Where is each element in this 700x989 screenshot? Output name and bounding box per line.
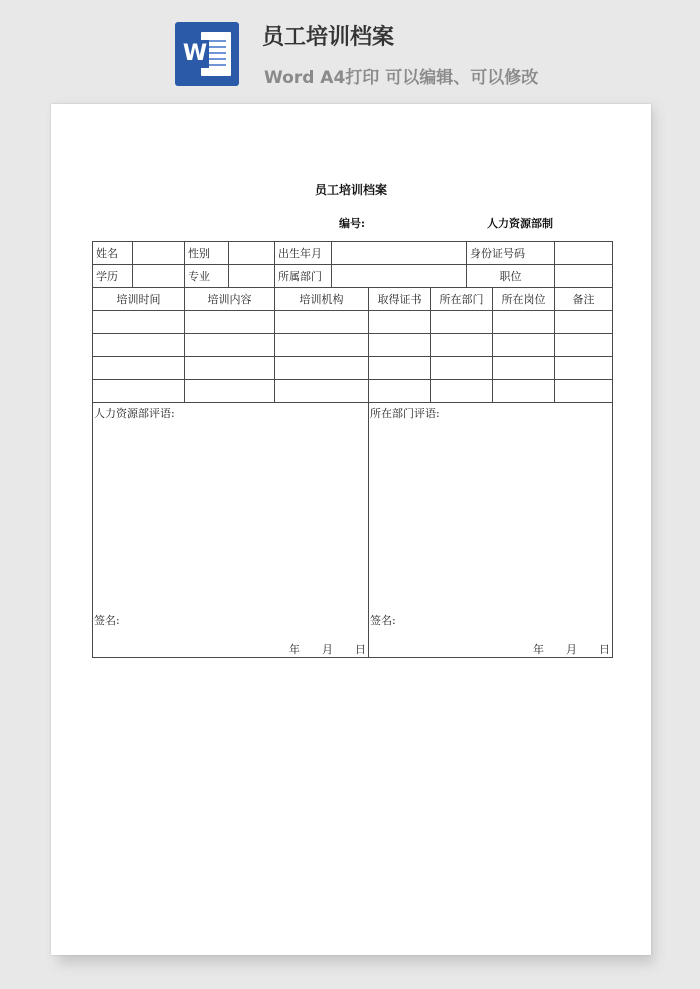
- training-row: [93, 311, 613, 334]
- training-cell[interactable]: [493, 311, 555, 334]
- training-cell[interactable]: [93, 357, 185, 380]
- document-page: [51, 104, 651, 955]
- training-cell[interactable]: [431, 311, 493, 334]
- name-label: 姓名: [93, 242, 133, 265]
- department-label: 所属部门: [275, 265, 332, 288]
- training-cell[interactable]: [369, 357, 431, 380]
- training-cell[interactable]: [493, 380, 555, 403]
- training-cell[interactable]: [185, 380, 275, 403]
- word-letter-badge: W: [182, 41, 208, 66]
- training-cell[interactable]: [493, 334, 555, 357]
- major-label: 专业: [185, 265, 229, 288]
- birth-field[interactable]: [332, 242, 467, 265]
- dept-comment-label: 所在部门评语:: [370, 407, 440, 420]
- position-field[interactable]: [555, 265, 613, 288]
- document-department-label: 人力资源部制: [487, 217, 553, 230]
- training-cell[interactable]: [369, 334, 431, 357]
- training-cell[interactable]: [431, 357, 493, 380]
- education-info-row: [93, 265, 613, 288]
- hr-comment-box[interactable]: [93, 403, 369, 658]
- banner-subtitle: Word A4打印 可以编辑、可以修改: [264, 68, 539, 88]
- header-remarks: 备注: [555, 288, 613, 311]
- position-label: 职位: [467, 265, 555, 288]
- birth-label: 出生年月: [275, 242, 332, 265]
- training-row: [93, 380, 613, 403]
- header-training-institution: 培训机构: [275, 288, 369, 311]
- header-training-time: 培训时间: [93, 288, 185, 311]
- personal-info-row: [93, 242, 613, 265]
- training-cell[interactable]: [185, 334, 275, 357]
- training-cell[interactable]: [185, 357, 275, 380]
- year-label: 年: [533, 643, 545, 656]
- word-app-icon: [175, 22, 239, 86]
- banner-title: 员工培训档案: [262, 25, 395, 50]
- dept-comment-box[interactable]: [369, 403, 613, 658]
- education-field[interactable]: [133, 265, 185, 288]
- training-record-form: [92, 241, 613, 658]
- major-field[interactable]: [229, 265, 275, 288]
- document-number-label: 编号:: [339, 217, 366, 230]
- day-label: 日: [599, 643, 611, 656]
- training-cell[interactable]: [555, 357, 613, 380]
- dept-date-line: [533, 641, 610, 657]
- year-label: 年: [289, 643, 300, 656]
- month-label: 月: [322, 643, 333, 656]
- hr-date-line: [289, 641, 366, 657]
- training-cell[interactable]: [369, 311, 431, 334]
- training-header-row: [93, 288, 613, 311]
- header-post: 所在岗位: [493, 288, 555, 311]
- comments-row: [93, 403, 613, 658]
- header-training-content: 培训内容: [185, 288, 275, 311]
- training-cell[interactable]: [93, 311, 185, 334]
- training-cell[interactable]: [555, 311, 613, 334]
- training-cell[interactable]: [431, 334, 493, 357]
- training-cell[interactable]: [275, 334, 369, 357]
- gender-field[interactable]: [229, 242, 275, 265]
- training-cell[interactable]: [185, 311, 275, 334]
- training-cell[interactable]: [275, 311, 369, 334]
- name-field[interactable]: [133, 242, 185, 265]
- month-label: 月: [566, 643, 578, 656]
- hr-sign-label: 签名:: [94, 614, 120, 627]
- header-certificate: 取得证书: [369, 288, 431, 311]
- id-number-label: 身份证号码: [467, 242, 555, 265]
- training-row: [93, 357, 613, 380]
- training-cell[interactable]: [93, 334, 185, 357]
- training-row: [93, 334, 613, 357]
- training-cell[interactable]: [93, 380, 185, 403]
- education-label: 学历: [93, 265, 133, 288]
- document-title: 员工培训档案: [314, 183, 387, 197]
- training-cell[interactable]: [275, 357, 369, 380]
- hr-comment-label: 人力资源部评语:: [94, 407, 175, 420]
- training-cell[interactable]: [431, 380, 493, 403]
- training-cell[interactable]: [555, 380, 613, 403]
- day-label: 日: [355, 643, 366, 656]
- id-number-field[interactable]: [555, 242, 613, 265]
- department-field[interactable]: [332, 265, 467, 288]
- training-cell[interactable]: [493, 357, 555, 380]
- dept-sign-label: 签名:: [370, 614, 396, 627]
- training-cell[interactable]: [275, 380, 369, 403]
- training-cell[interactable]: [369, 380, 431, 403]
- gender-label: 性别: [185, 242, 229, 265]
- training-cell[interactable]: [555, 334, 613, 357]
- header-department: 所在部门: [431, 288, 493, 311]
